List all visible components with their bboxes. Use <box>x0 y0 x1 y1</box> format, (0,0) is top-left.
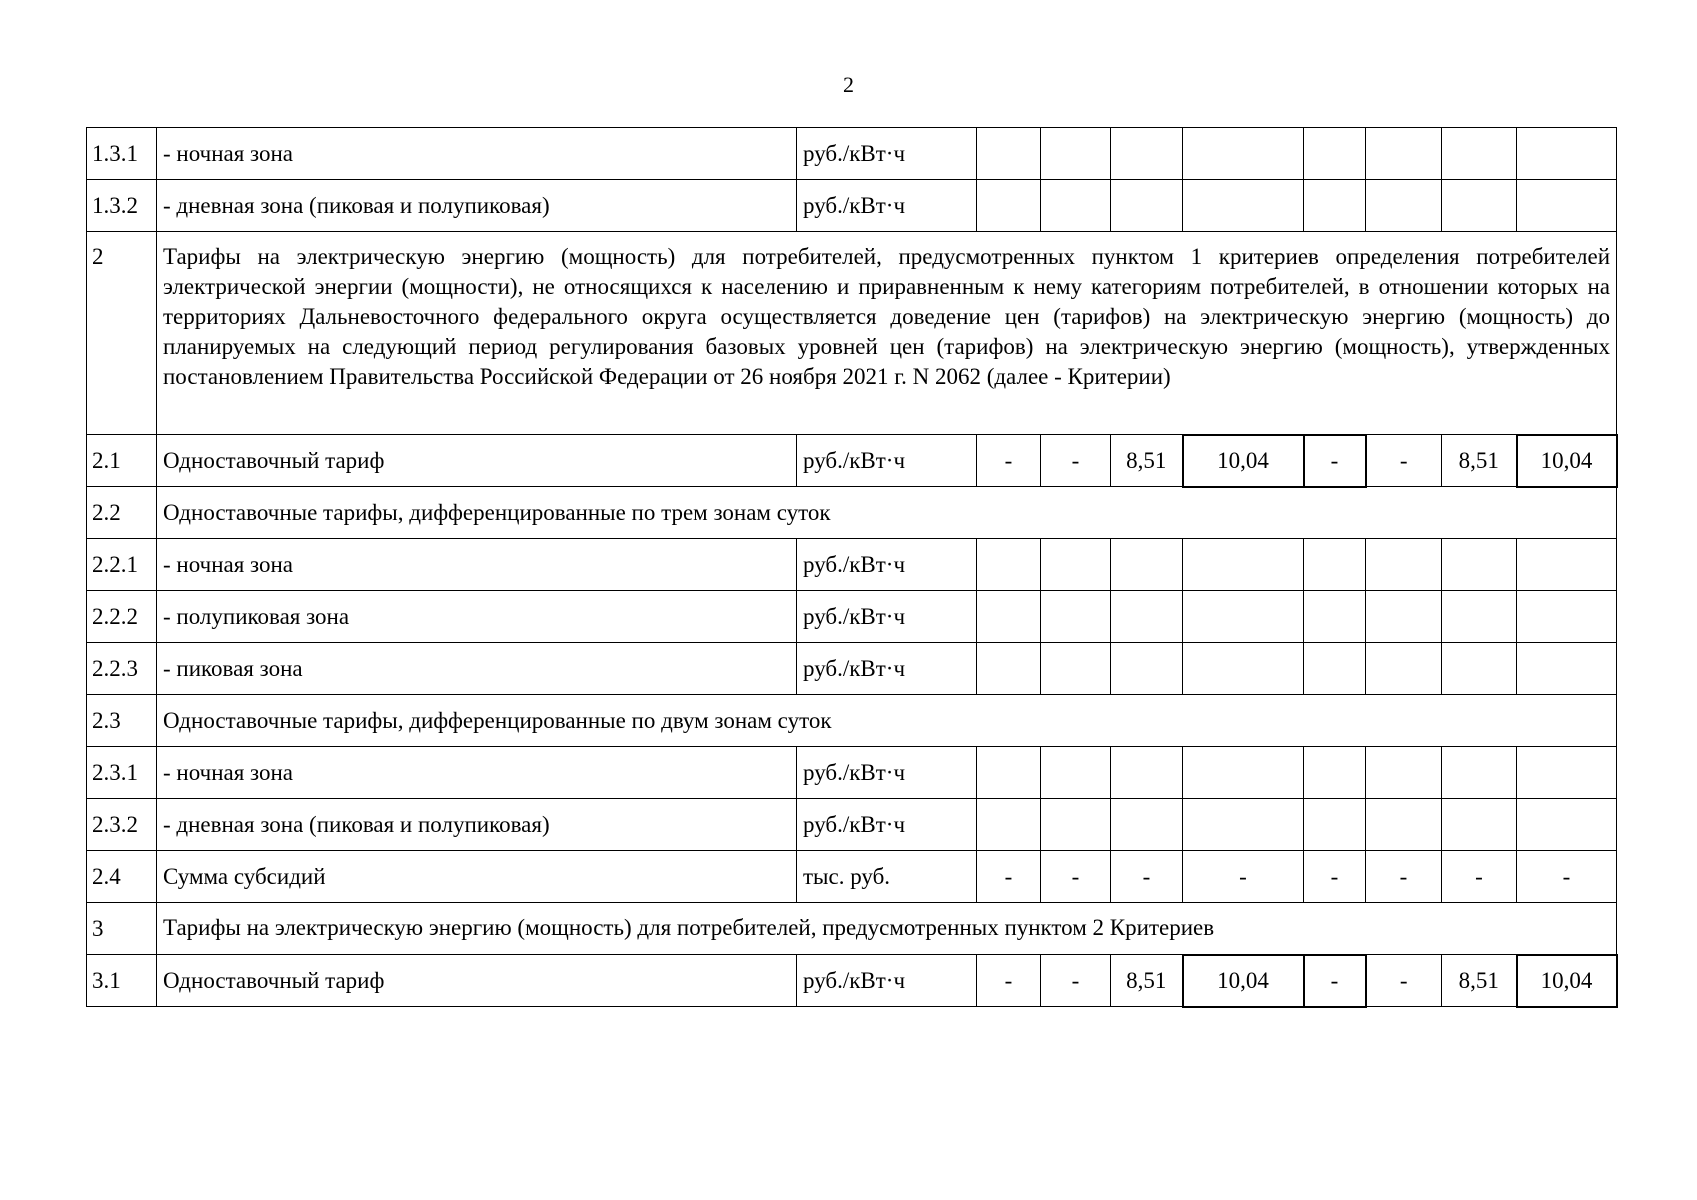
row-unit: тыс. руб. <box>797 851 977 903</box>
value-cell <box>1041 128 1111 180</box>
table-row <box>87 851 1617 903</box>
table-row-section <box>87 903 1617 955</box>
row-number: 2.4 <box>87 851 157 903</box>
value-cell <box>1041 643 1111 695</box>
section-title: Тарифы на электрическую энергию (мощность) для потребителей, предусмотренных пунктом 1 критериев определения потребителей электрической энергии (мощности), не относящихся к населению и приравненным к нему категориям потребителей, в отношении которых на территориях Дальневосточного федерального округа осуществляется доведение цен (тарифов) на электрическую энергию (мощность) до планируемых на следующий период регулирования базовых уровней цен (тарифов) на электрическую энергию (мощность), утвержденных постановлением Правительства Российской Федерации от 26 ноября 2021 г. N 2062 (далее - Критерии) <box>157 232 1617 435</box>
value-cell: - <box>977 851 1041 903</box>
value-cell: - <box>1304 435 1366 487</box>
row-number: 3.1 <box>87 955 157 1007</box>
value-cell <box>1183 591 1304 643</box>
value-cell: - <box>1111 851 1183 903</box>
row-number: 3 <box>87 903 157 955</box>
value-cell: - <box>1304 851 1366 903</box>
value-cell: 10,04 <box>1183 435 1304 487</box>
value-cell <box>1517 591 1617 643</box>
row-number: 1.3.1 <box>87 128 157 180</box>
value-cell: - <box>1304 955 1366 1007</box>
value-cell <box>1183 180 1304 232</box>
section-title: Одноставочные тарифы, дифференцированные по двум зонам суток <box>157 695 1617 747</box>
value-cell <box>1517 128 1617 180</box>
value-cell <box>1366 128 1442 180</box>
value-cell <box>1041 799 1111 851</box>
value-cell <box>1366 747 1442 799</box>
value-cell: 10,04 <box>1517 435 1617 487</box>
row-unit: руб./кВт·ч <box>797 955 977 1007</box>
value-cell <box>1304 539 1366 591</box>
row-name: Сумма субсидий <box>157 851 797 903</box>
value-cell <box>977 539 1041 591</box>
row-unit: руб./кВт·ч <box>797 539 977 591</box>
value-cell <box>1041 539 1111 591</box>
table-row <box>87 955 1617 1007</box>
table-row <box>87 747 1617 799</box>
row-number: 2.3.1 <box>87 747 157 799</box>
value-cell <box>1111 591 1183 643</box>
value-cell <box>1366 591 1442 643</box>
row-number: 2 <box>87 232 157 435</box>
row-name: - дневная зона (пиковая и полупиковая) <box>157 180 797 232</box>
value-cell <box>1442 643 1517 695</box>
value-cell <box>1183 643 1304 695</box>
value-cell: - <box>1366 435 1442 487</box>
value-cell <box>1366 539 1442 591</box>
value-cell: - <box>977 955 1041 1007</box>
value-cell <box>1041 747 1111 799</box>
row-name: - пиковая зона <box>157 643 797 695</box>
row-number: 2.2 <box>87 487 157 539</box>
value-cell <box>1442 747 1517 799</box>
value-cell <box>1304 747 1366 799</box>
value-cell <box>1111 747 1183 799</box>
value-cell <box>1517 799 1617 851</box>
value-cell <box>1517 747 1617 799</box>
value-cell: - <box>977 435 1041 487</box>
section-title: Тарифы на электрическую энергию (мощность) для потребителей, предусмотренных пунктом 2 Критериев <box>157 903 1617 955</box>
value-cell <box>977 643 1041 695</box>
value-cell: - <box>1041 851 1111 903</box>
value-cell <box>1183 747 1304 799</box>
row-unit: руб./кВт·ч <box>797 591 977 643</box>
value-cell <box>1442 591 1517 643</box>
value-cell: 8,51 <box>1111 955 1183 1007</box>
value-cell: - <box>1442 851 1517 903</box>
table-row <box>87 128 1617 180</box>
row-number: 2.2.2 <box>87 591 157 643</box>
value-cell <box>977 180 1041 232</box>
row-number: 2.3.2 <box>87 799 157 851</box>
value-cell <box>977 747 1041 799</box>
row-name: - ночная зона <box>157 747 797 799</box>
value-cell <box>1304 643 1366 695</box>
value-cell: - <box>1366 851 1442 903</box>
row-number: 2.2.1 <box>87 539 157 591</box>
value-cell <box>1366 180 1442 232</box>
value-cell <box>1442 539 1517 591</box>
value-cell <box>1111 539 1183 591</box>
value-cell <box>1183 128 1304 180</box>
row-name: Одноставочный тариф <box>157 435 797 487</box>
value-cell <box>1111 643 1183 695</box>
value-cell <box>977 799 1041 851</box>
value-cell <box>1517 180 1617 232</box>
value-cell: 8,51 <box>1442 435 1517 487</box>
row-name: - ночная зона <box>157 128 797 180</box>
value-cell <box>1304 799 1366 851</box>
page-number: 2 <box>843 72 854 97</box>
value-cell: 8,51 <box>1442 955 1517 1007</box>
value-cell <box>1442 128 1517 180</box>
table-row <box>87 799 1617 851</box>
row-number: 2.3 <box>87 695 157 747</box>
value-cell: 10,04 <box>1517 955 1617 1007</box>
value-cell <box>1366 643 1442 695</box>
value-cell <box>1183 539 1304 591</box>
value-cell: 10,04 <box>1183 955 1304 1007</box>
row-unit: руб./кВт·ч <box>797 643 977 695</box>
section-title: Одноставочные тарифы, дифференцированные по трем зонам суток <box>157 487 1617 539</box>
row-unit: руб./кВт·ч <box>797 747 977 799</box>
value-cell <box>1442 180 1517 232</box>
value-cell <box>1304 180 1366 232</box>
value-cell <box>1111 799 1183 851</box>
value-cell <box>977 591 1041 643</box>
value-cell: - <box>1041 435 1111 487</box>
table-row-section <box>87 487 1617 539</box>
value-cell: - <box>1517 851 1617 903</box>
row-name: - ночная зона <box>157 539 797 591</box>
table-row <box>87 643 1617 695</box>
row-unit: руб./кВт·ч <box>797 128 977 180</box>
value-cell <box>1304 128 1366 180</box>
row-number: 2.1 <box>87 435 157 487</box>
value-cell: 8,51 <box>1111 435 1183 487</box>
value-cell: - <box>1183 851 1304 903</box>
table-row <box>87 435 1617 487</box>
table-row <box>87 180 1617 232</box>
value-cell <box>1366 799 1442 851</box>
value-cell <box>1041 591 1111 643</box>
value-cell <box>1111 128 1183 180</box>
value-cell <box>1442 799 1517 851</box>
value-cell: - <box>1041 955 1111 1007</box>
row-unit: руб./кВт·ч <box>797 435 977 487</box>
value-cell <box>1183 799 1304 851</box>
row-unit: руб./кВт·ч <box>797 799 977 851</box>
value-cell <box>1041 180 1111 232</box>
value-cell <box>1111 180 1183 232</box>
value-cell: - <box>1366 955 1442 1007</box>
value-cell <box>1517 643 1617 695</box>
row-name: - полупиковая зона <box>157 591 797 643</box>
row-number: 1.3.2 <box>87 180 157 232</box>
table-row <box>87 539 1617 591</box>
table-row-section <box>87 232 1617 435</box>
table-row <box>87 591 1617 643</box>
row-unit: руб./кВт·ч <box>797 180 977 232</box>
tariff-table <box>86 127 1618 1008</box>
value-cell <box>1304 591 1366 643</box>
value-cell <box>1517 539 1617 591</box>
row-number: 2.2.3 <box>87 643 157 695</box>
table-row-section <box>87 695 1617 747</box>
row-name: Одноставочный тариф <box>157 955 797 1007</box>
value-cell <box>977 128 1041 180</box>
row-name: - дневная зона (пиковая и полупиковая) <box>157 799 797 851</box>
